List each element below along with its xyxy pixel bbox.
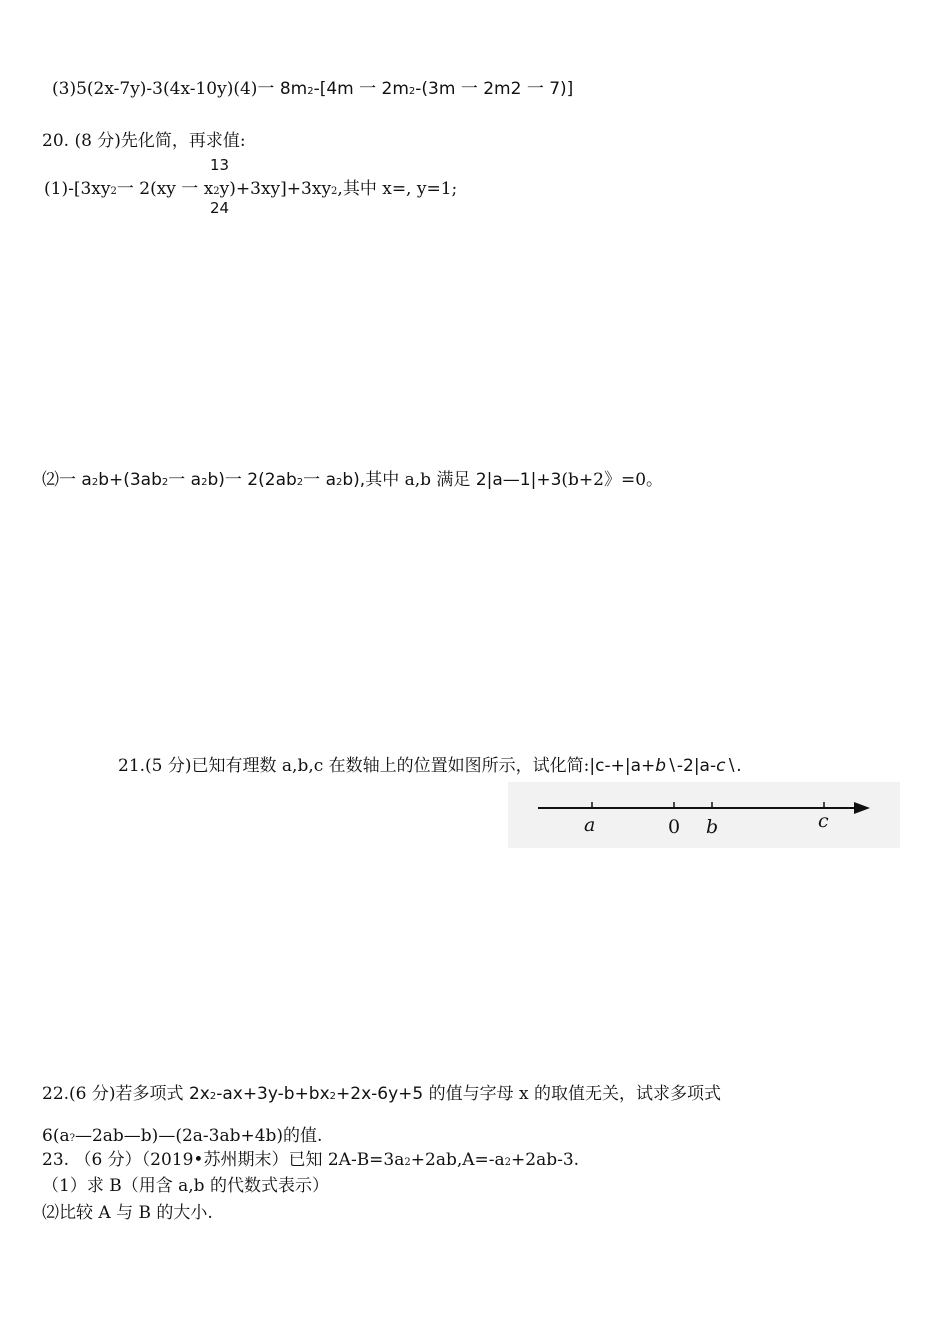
q20-header: 20. (8 分)先化简，再求值: bbox=[42, 131, 246, 151]
q22-line2 bbox=[42, 1125, 322, 1150]
q20-p1-sub3: 2 bbox=[331, 186, 338, 197]
number-line-figure bbox=[508, 782, 900, 848]
q20-p2-j: (b+2》=0。 bbox=[561, 470, 664, 490]
q20-p2-sub1: 2 bbox=[91, 477, 99, 488]
q22-line1 bbox=[42, 1083, 721, 1108]
q19-part4-text-a: 一 8m bbox=[257, 79, 308, 99]
q20-p2-c: b+(3ab bbox=[98, 470, 162, 490]
q20-part1 bbox=[44, 178, 457, 203]
q23-l1-a: 23. （6 分）（2019•苏州期末）已知 2A-B=3a bbox=[42, 1150, 405, 1170]
q21-text-f: ∖. bbox=[725, 756, 742, 776]
q20-p2-h: 其中 a,b 满足 bbox=[365, 470, 476, 490]
q20-fraction-bottom: 24 bbox=[210, 199, 230, 217]
q20-p2-sub2: 2 bbox=[161, 477, 169, 488]
q20-fraction-top: 13 bbox=[210, 156, 230, 174]
q22-l2-b: —2ab—b)—(2a-3ab+4b)的值. bbox=[74, 1126, 323, 1146]
q19-part4-text-b: -[4m 一 2m bbox=[313, 79, 409, 99]
q22-l1-d: +2x-6y+5 bbox=[336, 1084, 424, 1104]
q21-text-e: c bbox=[716, 756, 726, 776]
q19-part3-text: (3)5(2x-7y)-3(4x-10y)(4) bbox=[52, 79, 258, 99]
q22-l2-a: 6(a bbox=[42, 1126, 70, 1146]
q20-p2-a: ⑵ bbox=[42, 470, 59, 490]
q20-p1-d: y)+3xy]+3xy bbox=[219, 179, 332, 199]
q20-p2-f: 一 a bbox=[303, 470, 336, 490]
q20-p1-e: ,其中 x=, y=1; bbox=[337, 179, 458, 199]
q20-part2 bbox=[42, 469, 663, 494]
q22-l1-e: 的值与字母 x 的取值无关，试求多项式 bbox=[423, 1084, 722, 1104]
q22-l1-sub2: 2 bbox=[329, 1091, 337, 1102]
number-line-label-c: c bbox=[818, 810, 829, 832]
q19-part4-text-c: -(3m 一 2m2 一 7)] bbox=[415, 79, 574, 99]
q19-part4-sub2: 2 bbox=[408, 86, 416, 97]
q20-p2-sub3: 2 bbox=[201, 477, 208, 488]
q23-l1-sub2: 2 bbox=[504, 1157, 512, 1168]
q20-p2-e: b)一 2(2ab bbox=[207, 470, 297, 490]
q20-p1-c: 一 2(xy 一 x bbox=[116, 179, 214, 199]
q23-l1-c: +2ab-3. bbox=[511, 1150, 580, 1170]
number-line-label-b: b bbox=[706, 816, 719, 838]
q21-text-a: 21.(5 分)已知有理数 a,b,c 在数轴上的位置如图所示，试化简: bbox=[118, 756, 590, 776]
q20-p2-d: 一 a bbox=[168, 470, 202, 490]
q23-l1-b: +2ab,A=-a bbox=[410, 1150, 505, 1170]
q20-p2-g: b), bbox=[342, 470, 366, 490]
q20-p2-sub4: 2 bbox=[296, 477, 304, 488]
number-line-label-zero: 0 bbox=[668, 816, 681, 838]
number-line-arrow bbox=[854, 802, 870, 814]
q22-l1-a: 22.(6 分)若多项式 bbox=[42, 1084, 189, 1104]
q20-p2-i: 2|a—1|+3 bbox=[475, 470, 562, 490]
q21-text-c: b bbox=[655, 756, 667, 776]
q19-part4-sub1: 2 bbox=[307, 86, 314, 97]
q22-l1-b: 2x bbox=[188, 1084, 210, 1104]
q23-l1-sub1: 2 bbox=[404, 1157, 411, 1168]
q20-p1-b: [3xy bbox=[73, 179, 111, 199]
q20-p1-sub1: 2 bbox=[110, 186, 117, 197]
number-line-label-a: a bbox=[584, 814, 596, 836]
q23-line1 bbox=[42, 1149, 579, 1174]
q22-l2-sub: ? bbox=[69, 1133, 75, 1144]
q21-text-d: ∖-2|a- bbox=[666, 756, 717, 776]
q20-p2-b: 一 a bbox=[59, 470, 92, 490]
q22-l1-sub1: 2 bbox=[209, 1091, 217, 1102]
number-line-svg bbox=[508, 782, 900, 848]
q20-p1-sub2: 2 bbox=[213, 186, 220, 197]
q22-l1-c: -ax+3y-b+bx bbox=[216, 1084, 330, 1104]
q23-line2: （1）求 B（用含 a,b 的代数式表示） bbox=[42, 1176, 329, 1196]
q19-part3-4 bbox=[52, 78, 573, 103]
q23-line3: ⑵比较 A 与 B 的大小. bbox=[42, 1203, 213, 1223]
q20-p1-a: (1)- bbox=[44, 179, 74, 199]
q20-p2-sub5: 2 bbox=[336, 477, 343, 488]
q21-question bbox=[118, 755, 742, 777]
q21-text-b: |c-+|a+ bbox=[589, 756, 656, 776]
